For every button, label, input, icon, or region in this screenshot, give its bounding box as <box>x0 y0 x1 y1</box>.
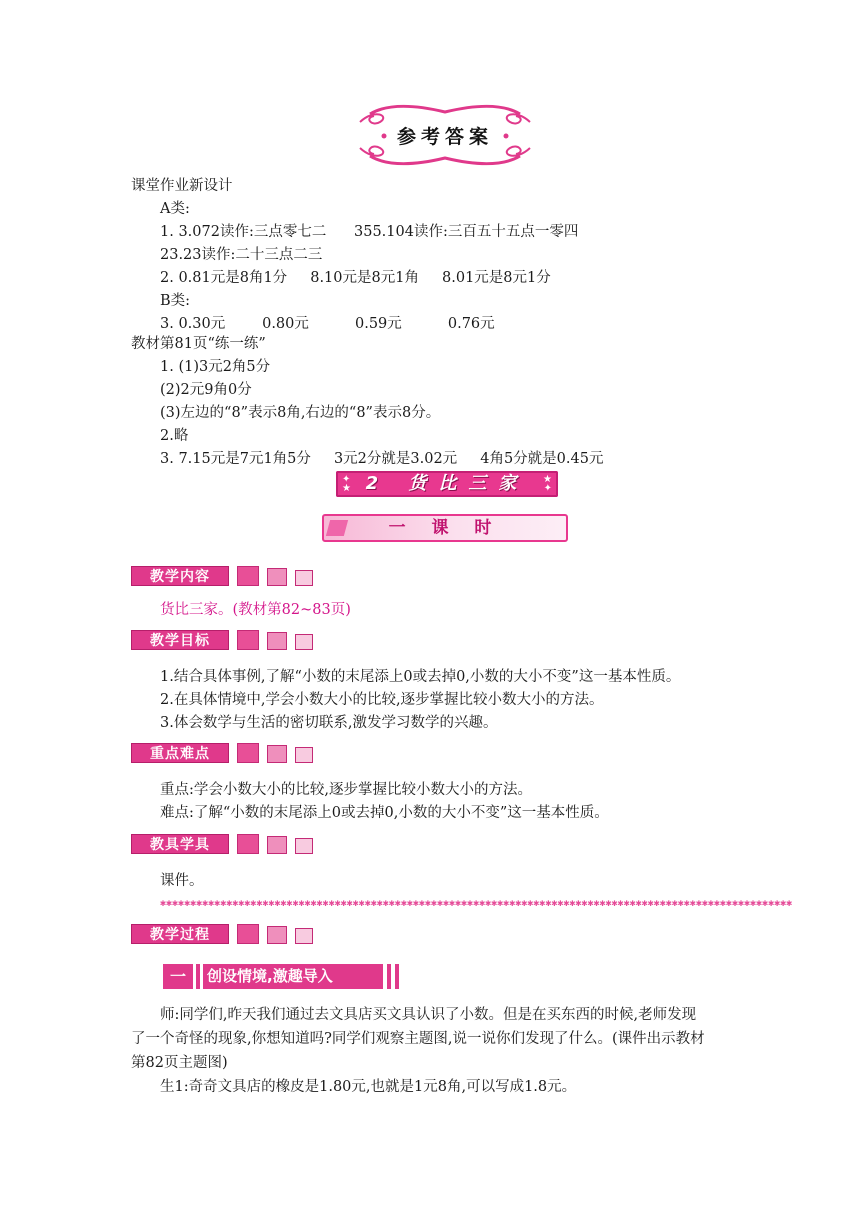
answer-line: (2)2元9角0分 <box>160 382 252 398</box>
decor-block <box>295 747 313 763</box>
decor-block <box>295 838 313 854</box>
lesson-banner <box>322 514 568 542</box>
goal-item: 2.在具体情境中,学会小数大小的比较,逐步掌握比较小数大小的方法。 <box>160 692 604 708</box>
star-divider: ✱✱✱✱✱✱✱✱✱✱✱✱✱✱✱✱✱✱✱✱✱✱✱✱✱✱✱✱✱✱✱✱✱✱✱✱✱✱✱✱✱✱✱✱✱✱✱✱✱✱✱✱✱✱✱✱✱✱✱✱✱✱✱✱✱✱✱✱✱✱✱✱✱✱✱✱✱✱✱✱✱✱✱✱✱✱✱✱✱✱✱✱✱✱✱✱✱✱✱✱✱✱✱✱✱ <box>160 898 793 909</box>
lesson-title: 一 课 时 <box>388 518 502 538</box>
section-heading-content <box>131 566 321 588</box>
answer-title: 参考答案 <box>396 126 493 148</box>
decor-block <box>267 568 287 586</box>
decor-block <box>267 745 287 763</box>
step-banner <box>163 964 399 989</box>
decor-block <box>295 570 313 586</box>
decor-bar <box>196 964 200 989</box>
section-heading-goals <box>131 630 321 652</box>
answer-line: 2.略 <box>160 428 189 444</box>
section-label: 教学内容 <box>131 566 229 586</box>
unit-title-banner <box>336 471 558 497</box>
section-label: 重点难点 <box>131 743 229 763</box>
answer-line: 1. 3.072读作:三点零七二 355.104读作:三百五十五点一零四 <box>160 224 579 240</box>
tools-text: 课件。 <box>160 873 204 889</box>
process-paragraph: 生1:奇奇文具店的橡皮是1.80元,也就是1元8角,可以写成1.8元。 <box>160 1079 577 1095</box>
decor-bar <box>387 964 391 989</box>
section-heading-process <box>131 924 321 946</box>
process-paragraph: 了一个奇怪的现象,你想知道吗?同学们观察主题图,说一说你们发现了什么。(课件出示教材 <box>131 1031 705 1047</box>
step-number: 一 <box>163 964 193 989</box>
section-label: 教具学具 <box>131 834 229 854</box>
section-label: 教学目标 <box>131 630 229 650</box>
star-icon: ✦ ★ <box>342 474 351 494</box>
answers-heading: 课堂作业新设计 <box>131 178 233 194</box>
process-paragraph: 师:同学们,昨天我们通过去文具店买文具认识了小数。但是在买东西的时候,老师发现 <box>160 1007 697 1023</box>
textbook-heading: 教材第81页“练一练” <box>131 336 266 352</box>
decor-block <box>237 566 259 586</box>
category-b-label: B类: <box>160 293 191 309</box>
answer-line: 2. 0.81元是8角1分 8.10元是8元1角 8.01元是8元1分 <box>160 270 551 286</box>
content-text: 货比三家。(教材第82~83页) <box>160 602 351 618</box>
decor-block <box>295 928 313 944</box>
section-heading-key <box>131 743 321 765</box>
unit-title: 2 货比三家 <box>365 473 529 494</box>
decor-bar <box>395 964 399 989</box>
answer-line: (3)左边的“8”表示8角,右边的“8”表示8分。 <box>160 405 441 421</box>
decor-block <box>295 634 313 650</box>
decor-block <box>237 924 259 944</box>
process-paragraph: 第82页主题图) <box>131 1055 228 1071</box>
goal-item: 3.体会数学与生活的密切联系,激发学习数学的兴趣。 <box>160 715 498 731</box>
category-a-label: A类: <box>160 201 190 217</box>
decor-block <box>267 632 287 650</box>
answer-line: 1. (1)3元2角5分 <box>160 359 271 375</box>
decor-block <box>267 926 287 944</box>
decor-block <box>237 630 259 650</box>
key-item: 难点:了解“小数的末尾添上0或去掉0,小数的大小不变”这一基本性质。 <box>160 805 609 821</box>
goal-item: 1.结合具体事例,了解“小数的末尾添上0或去掉0,小数的大小不变”这一基本性质。 <box>160 669 681 685</box>
decor-block <box>237 743 259 763</box>
key-item: 重点:学会小数大小的比较,逐步掌握比较小数大小的方法。 <box>160 782 532 798</box>
step-title: 创设情境,激趣导入 <box>203 964 383 989</box>
answer-line: 23.23读作:二十三点二三 <box>160 247 323 263</box>
answer-line: 3. 0.30元 0.80元 0.59元 0.76元 <box>160 316 495 332</box>
answer-line: 3. 7.15元是7元1角5分 3元2分就是3.02元 4角5分就是0.45元 <box>160 451 604 467</box>
decor-block <box>267 836 287 854</box>
section-heading-tools <box>131 834 321 856</box>
section-label: 教学过程 <box>131 924 229 944</box>
star-icon: ★ ✦ <box>543 474 552 494</box>
decor-block <box>237 834 259 854</box>
